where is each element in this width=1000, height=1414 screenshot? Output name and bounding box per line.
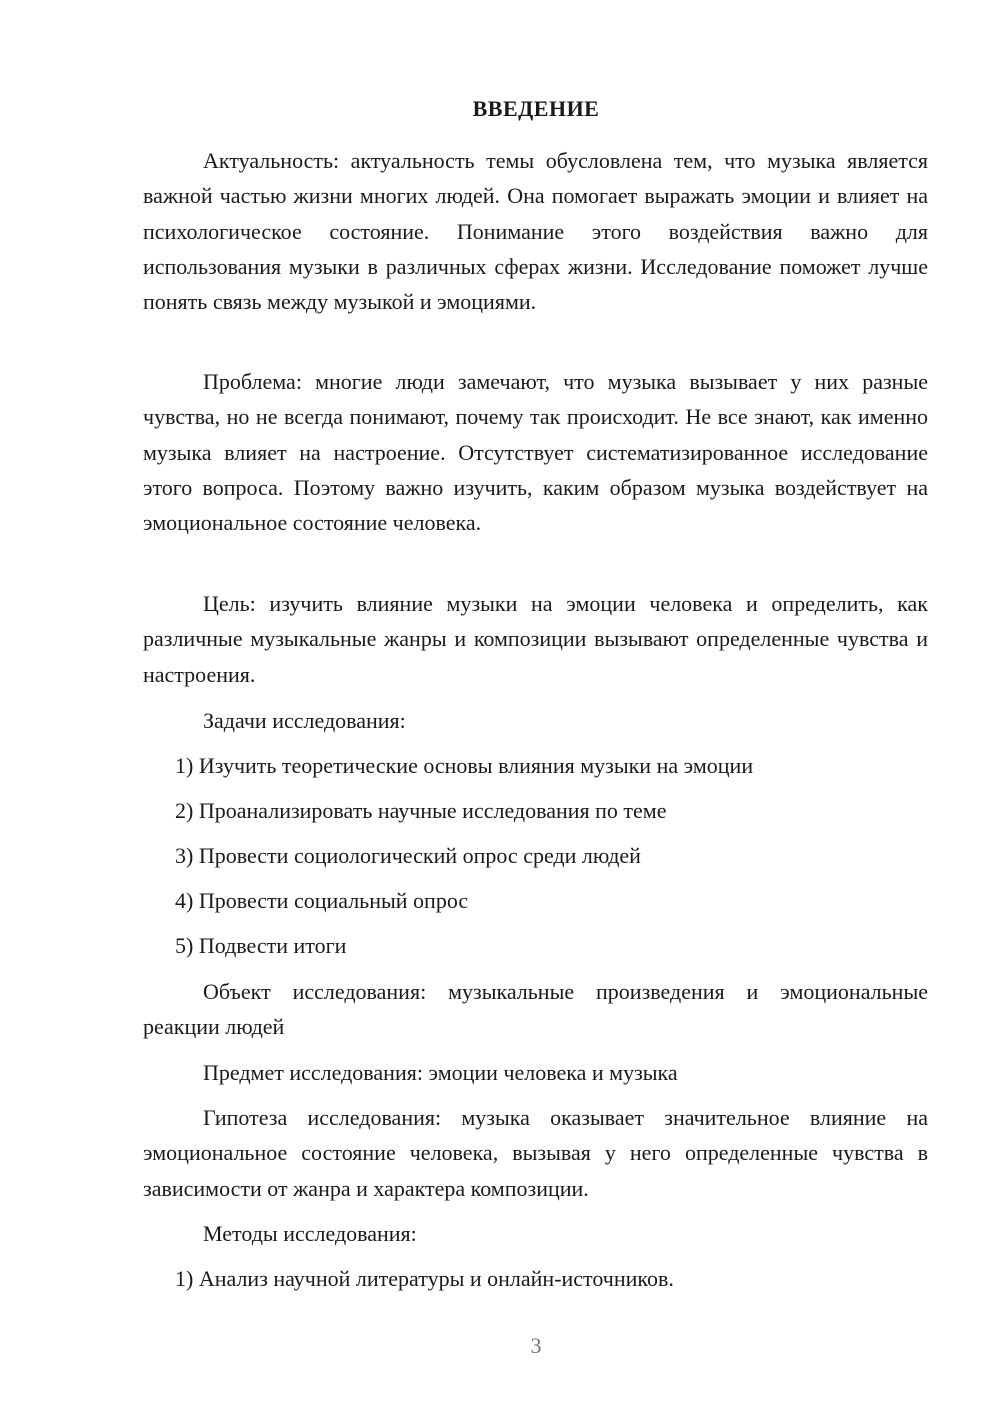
actuality-paragraph: Актуальность: актуальность темы обусловлена тем, что музыка является важной частью жизни многих людей. Она помогает выражать эмоции и влияет на психологическое состояние. Понимание этого воздействия важно для использования музыки в различных сферах жизни. Исследование поможет лучше понять связь между музыкой и эмоциями.: [143, 148, 928, 315]
subject-paragraph: Предмет исследования: эмоции человека и музыка: [203, 1060, 678, 1085]
task-item-2: 2) Проанализировать научные исследования по теме: [175, 798, 667, 823]
task-item-5: 5) Подвести итоги: [175, 933, 347, 958]
page-number: 3: [530, 1333, 542, 1358]
goal-paragraph: Цель: изучить влияние музыки на эмоции человека и определить, как различные музыкальные жанры и композиции вызывают определенные чувства и настроения.: [143, 591, 928, 687]
methods-heading: Методы исследования:: [203, 1221, 417, 1246]
tasks-heading: Задачи исследования:: [203, 708, 406, 733]
method-item-1: 1) Анализ научной литературы и онлайн-источников.: [175, 1266, 674, 1291]
section-title: ВВЕДЕНИЕ: [472, 96, 600, 121]
object-paragraph: Объект исследования: музыкальные произведения и эмоциональные реакции людей: [143, 979, 928, 1040]
task-item-3: 3) Провести социологический опрос среди людей: [175, 843, 641, 868]
task-item-1: 1) Изучить теоретические основы влияния музыки на эмоции: [175, 753, 754, 778]
problem-paragraph: Проблема: многие люди замечают, что музыка вызывает у них разные чувства, но не всегда понимают, почему так происходит. Не все знают, как именно музыка влияет на настроение. Отсутствует систематизированное исследование этого вопроса. Поэтому важно изучить, каким образом музыка воздействует на эмоциональное состояние человека.: [143, 369, 928, 536]
hypothesis-paragraph: Гипотеза исследования: музыка оказывает значительное влияние на эмоциональное состояние человека, вызывая у него определенные чувства в зависимости от жанра и характера композиции.: [143, 1105, 928, 1201]
task-item-4: 4) Провести социальный опрос: [175, 888, 469, 913]
